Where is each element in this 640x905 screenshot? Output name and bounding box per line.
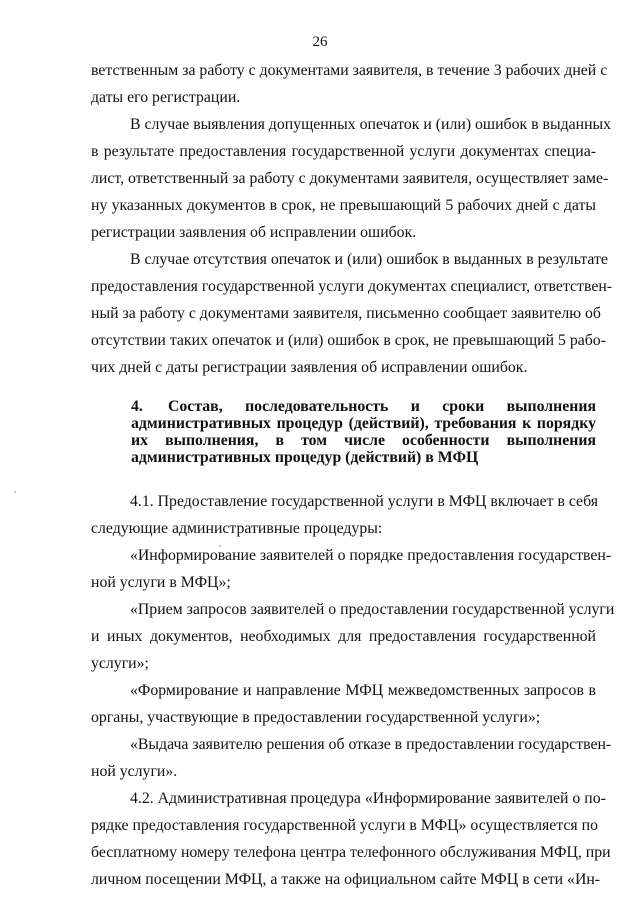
text-line: личном посещении МФЦ, а также на официальном сайте МФЦ в сети «Ин- (91, 871, 601, 888)
text-line: органы, участвующие в предоставлении государственной услуги»; (91, 709, 541, 726)
text-line: ной услуги в МФЦ»; (91, 574, 231, 591)
text-line: «Формирование и направление МФЦ межведомственных запросов в (130, 682, 596, 699)
text-line: ный за работу с документами заявителя, письменно сообщает заявителю об (91, 305, 601, 322)
text-line: «Информирование заявителей о порядке предоставления государствен- (130, 547, 612, 564)
text-line: отсутствии таких опечаток и (или) ошибок в срок, не превышающий 5 рабо- (91, 332, 606, 349)
text-line: «Прием запросов заявителей о предоставлении государственной услуги (130, 601, 615, 618)
section-heading-line: их выполнения, в том числе особенности выполнения (131, 432, 596, 449)
text-line: 4.1. Предоставление государственной услуги в МФЦ включает в себя (130, 493, 598, 510)
text-line: предоставления государственной услуги документах специалист, ответствен- (91, 278, 613, 295)
text-line: В случае отсутствия опечаток и (или) ошибок в выданных в результате (130, 251, 608, 268)
scan-speck (14, 491, 16, 493)
scan-speck (219, 545, 221, 547)
text-line: услуги»; (91, 655, 149, 672)
section-heading-line: административных процедур (действий), требования к порядку (131, 415, 596, 432)
text-line: ну указанных документов в срок, не превышающий 5 рабочих дней с даты (91, 197, 596, 214)
text-line: ветственным за работу с документами заявителя, в течение 3 рабочих дней с (91, 62, 608, 79)
text-line: «Выдача заявителю решения об отказе в предоставлении государствен- (130, 736, 612, 753)
text-line: регистрации заявления об исправлении ошибок. (91, 224, 417, 241)
text-line: и иных документов, необходимых для предоставления государственной (91, 628, 596, 645)
text-line: в результате предоставления государственной услуги документах специа- (91, 143, 596, 160)
section-number: 4. (131, 398, 143, 415)
text-line: 4.2. Административная процедура «Информирование заявителей о по- (130, 790, 606, 807)
section-heading-line: Состав, последовательность и сроки выполнения (168, 398, 596, 415)
section-heading-line: административных процедур (действий) в МФЦ (131, 449, 479, 466)
text-line: бесплатному номеру телефона центра телефонного обслуживания МФЦ, при (91, 844, 611, 861)
text-line: даты его регистрации. (91, 89, 241, 106)
text-line: ной услуги». (91, 763, 178, 780)
text-line: В случае выявления допущенных опечаток и (или) ошибок в выданных (130, 116, 612, 133)
text-line: лист, ответственный за работу с документами заявителя, осуществляет заме- (91, 170, 609, 187)
page-number: 26 (312, 34, 328, 50)
text-line: следующие административные процедуры: (91, 520, 383, 537)
text-line: рядке предоставления государственной услуги в МФЦ» осуществляется по (91, 817, 598, 834)
text-line: чих дней с даты регистрации заявления об исправлении ошибок. (91, 359, 528, 376)
